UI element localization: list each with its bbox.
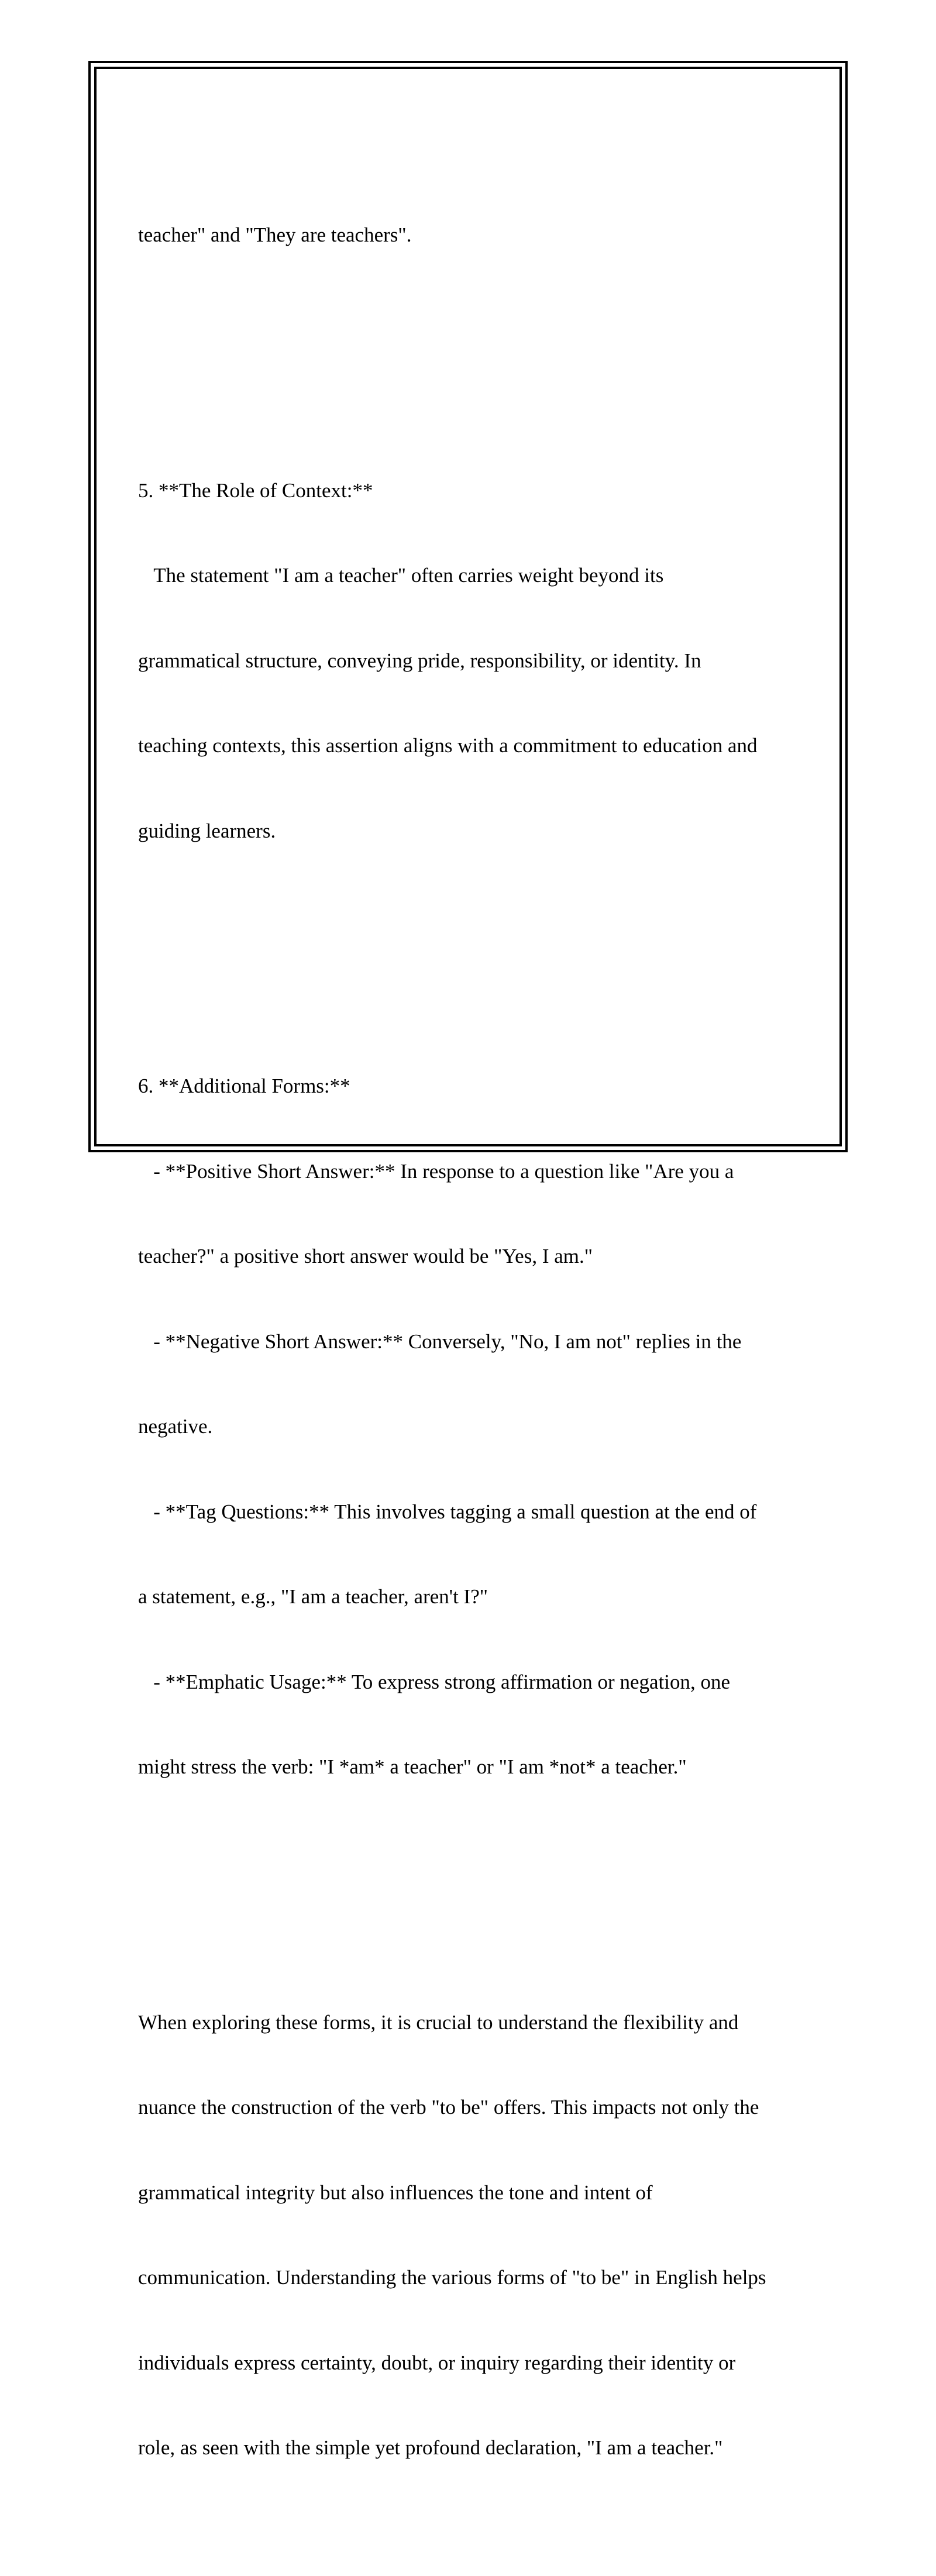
list-item-line: - **Positive Short Answer:** In response to a question like "Are you a — [138, 1159, 734, 1183]
text-line: When exploring these forms, it is crucial to understand the flexibility and — [138, 2010, 739, 2034]
text-line: might stress the verb: "I *am* a teacher" or "I am *not* a teacher." — [138, 1755, 687, 1778]
text-line: teacher" and "They are teachers". — [138, 223, 412, 246]
text-line: nuance the construction of the verb "to be" offers. This impacts not only the — [138, 2096, 759, 2119]
paragraph-conclusion — [138, 1952, 811, 2519]
text-line: grammatical structure, conveying pride, responsibility, or identity. In — [138, 649, 701, 672]
text-line: teacher?" a positive short answer would be "Yes, I am." — [138, 1245, 593, 1268]
list-item-line: - **Negative Short Answer:** Conversely, "No, I am not" replies in the — [138, 1330, 742, 1353]
text-line: role, as seen with the simple yet profound declaration, "I am a teacher." — [138, 2436, 723, 2459]
text-line: grammatical integrity but also influences the tone and intent of — [138, 2181, 653, 2204]
section-heading: 5. **The Role of Context:** — [138, 478, 373, 502]
section-additional-forms — [138, 1015, 811, 1838]
document-body — [138, 108, 811, 2576]
list-item-line: - **Emphatic Usage:** To express strong affirmation or negation, one — [138, 1670, 730, 1693]
text-line: a statement, e.g., "I am a teacher, aren't I?" — [138, 1585, 488, 1608]
text-line: individuals express certainty, doubt, or inquiry regarding their identity or — [138, 2351, 736, 2374]
section-role-of-context — [138, 420, 811, 903]
text-line: communication. Understanding the various forms of "to be" in English helps — [138, 2266, 766, 2289]
text-line: The statement "I am a teacher" often carries weight beyond its — [138, 564, 664, 587]
section-heading: 6. **Additional Forms:** — [138, 1075, 350, 1097]
list-item-line: - **Tag Questions:** This involves tagging a small question at the end of — [138, 1500, 757, 1523]
text-line: negative. — [138, 1415, 213, 1438]
text-line: teaching contexts, this assertion aligns with a commitment to education and — [138, 734, 758, 757]
text-line: guiding learners. — [138, 819, 276, 842]
paragraph-continuation — [138, 164, 811, 306]
